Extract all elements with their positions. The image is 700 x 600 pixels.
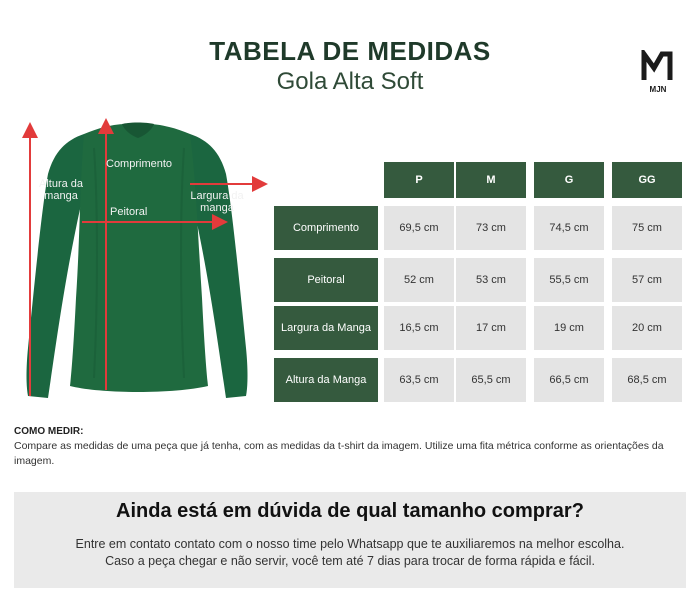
banner-title: Ainda está em dúvida de qual tamanho comprar? bbox=[116, 500, 584, 522]
label-peitoral: Peitoral bbox=[110, 206, 148, 218]
page-subtitle: Gola Alta Soft bbox=[276, 68, 424, 95]
table-cell: 16,5 cm bbox=[384, 306, 454, 350]
banner-line-1: Entre em contato contato com o nosso time pelo Whatsapp que te auxiliaremos na melhor escolha. bbox=[75, 537, 625, 551]
table-cell: 69,5 cm bbox=[384, 206, 454, 250]
table-cell: 75 cm bbox=[612, 206, 682, 250]
row-label: Largura da Manga bbox=[274, 306, 378, 350]
label-comprimento: Comprimento bbox=[106, 158, 173, 170]
shirt-illustration bbox=[14, 118, 274, 408]
table-cell: 20 cm bbox=[612, 306, 682, 350]
table-cell: 74,5 cm bbox=[534, 206, 604, 250]
table-cell: 73 cm bbox=[456, 206, 526, 250]
label-largura-manga: Largura da manga bbox=[190, 190, 244, 214]
row-label: Altura da Manga bbox=[274, 358, 378, 402]
table-cell: 52 cm bbox=[384, 258, 454, 302]
banner-line-2: Caso a peça chegar e não servir, você tem até 7 dias para trocar de forma rápida e fácil. bbox=[105, 554, 595, 568]
label-altura-manga: Altura da manga bbox=[38, 178, 84, 202]
table-cell: 66,5 cm bbox=[534, 358, 604, 402]
banner-text bbox=[14, 536, 686, 570]
help-banner bbox=[14, 492, 686, 588]
table-cell: 57 cm bbox=[612, 258, 682, 302]
table-cell: 65,5 cm bbox=[456, 358, 526, 402]
brand-logo bbox=[640, 50, 676, 94]
logo-icon bbox=[640, 50, 676, 94]
row-label: Peitoral bbox=[274, 258, 378, 302]
how-to-measure-title: COMO MEDIR: bbox=[14, 426, 84, 437]
table-cell: 68,5 cm bbox=[612, 358, 682, 402]
table-cell: 19 cm bbox=[534, 306, 604, 350]
how-to-measure-text: Compare as medidas de uma peça que já tenha, com as medidas da t-shirt da imagem. Utilize uma fita métrica conforme as orientações da imagem. bbox=[14, 440, 664, 467]
size-header-gg: GG bbox=[612, 162, 682, 198]
table-cell: 53 cm bbox=[456, 258, 526, 302]
size-header-p: P bbox=[384, 162, 454, 198]
size-header-g: G bbox=[534, 162, 604, 198]
size-header-m: M bbox=[456, 162, 526, 198]
table-cell: 17 cm bbox=[456, 306, 526, 350]
page-title: TABELA DE MEDIDAS bbox=[209, 36, 491, 66]
table-cell: 63,5 cm bbox=[384, 358, 454, 402]
logo-wordmark: MJN bbox=[649, 85, 667, 94]
table-cell: 55,5 cm bbox=[534, 258, 604, 302]
row-label: Comprimento bbox=[274, 206, 378, 250]
